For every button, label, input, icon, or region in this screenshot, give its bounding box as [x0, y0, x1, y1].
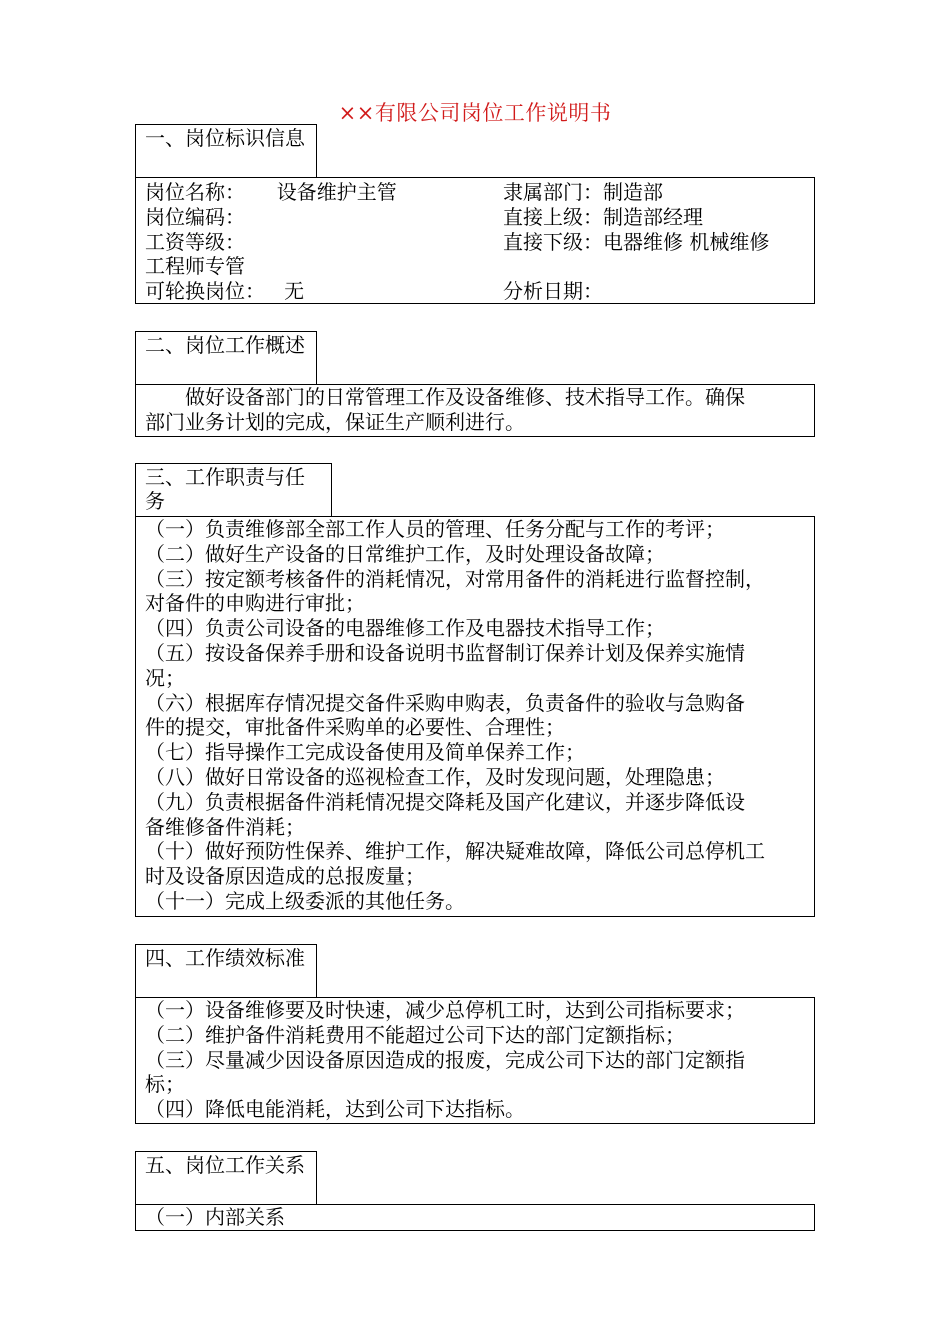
summary-line: 部门业务计划的完成，保证生产顺利进行。: [145, 409, 525, 434]
duty-line: （一）负责维修部全部工作人员的管理、任务分配与工作的考评；: [145, 517, 725, 541]
duty-line: 对备件的申购进行审批；: [145, 591, 365, 616]
summary-line: 做好设备部门的日常管理工作及设备维修、技术指导工作。确保: [185, 385, 745, 409]
analysis-date: 分析日期：: [503, 279, 603, 304]
section-3-body: [135, 516, 815, 917]
rotation-position: 可轮换岗位： 无: [145, 279, 305, 304]
duty-line: 时及设备原因造成的总报废量；: [145, 864, 425, 889]
section-5-heading: [135, 1151, 317, 1205]
info-row: [145, 254, 806, 279]
position-name: 岗位名称： 设备维护主管: [145, 180, 397, 204]
duty-line: （八）做好日常设备的巡视检查工作，及时发现问题，处理隐患；: [145, 764, 725, 789]
section-1-heading: [135, 124, 317, 178]
section-2-heading: [135, 331, 317, 385]
info-row: [145, 180, 806, 205]
info-row: [145, 279, 806, 304]
section-2-body: [135, 384, 815, 437]
performance-line: （四）降低电能消耗，达到公司下达指标。: [145, 1097, 525, 1122]
section-5-body: [135, 1204, 815, 1231]
duty-line: （十一）完成上级委派的其他任务。: [145, 888, 465, 913]
duty-line: 备维修备件消耗；: [145, 814, 305, 839]
performance-line: （三）尽量减少因设备原因造成的报废，完成公司下达的部门定额指: [145, 1047, 745, 1072]
department: 隶属部门：制造部: [503, 180, 663, 204]
duty-line: （二）做好生产设备的日常维护工作，及时处理设备故障；: [145, 541, 665, 566]
relation-line: （一）内部关系: [145, 1205, 285, 1229]
duty-line: （六）根据库存情况提交备件采购申购表，负责备件的验收与急购备: [145, 690, 745, 715]
duty-line: （七）指导操作工完成设备使用及简单保养工作；: [145, 740, 585, 765]
section-4-body: [135, 997, 815, 1124]
duty-line: （五）按设备保养手册和设备说明书监督制订保养计划及保养实施情: [145, 640, 745, 665]
info-row: [145, 205, 806, 230]
engineer-manager: 工程师专管: [145, 254, 245, 279]
performance-line: （二）维护备件消耗费用不能超过公司下达的部门定额指标；: [145, 1022, 685, 1047]
document-title: ××有限公司岗位工作说明书: [338, 101, 612, 125]
position-code: 岗位编码：: [145, 204, 245, 229]
duty-line: 件的提交，审批备件采购单的必要性、合理性；: [145, 715, 565, 740]
direct-superior: 直接上级：制造部经理: [503, 204, 703, 229]
duty-line: （四）负责公司设备的电器维修工作及电器技术指导工作；: [145, 616, 665, 641]
salary-grade: 工资等级：: [145, 229, 245, 254]
duty-line: （三）按定额考核备件的消耗情况，对常用备件的消耗进行监督控制，: [145, 566, 765, 591]
section-5-heading-text: 五、岗位工作关系: [145, 1153, 305, 1177]
performance-line: 标；: [145, 1072, 185, 1097]
direct-subordinate: 直接下级：电器维修 机械维修: [503, 229, 770, 254]
performance-line: （一）设备维修要及时快速，减少总停机工时，达到公司指标要求；: [145, 998, 745, 1022]
section-1-heading-text: 一、岗位标识信息: [145, 126, 305, 150]
section-1-body: [135, 177, 815, 304]
duty-line: （九）负责根据备件消耗情况提交降耗及国产化建议，并逐步降低设: [145, 789, 745, 814]
section-2-heading-text: 二、岗位工作概述: [145, 333, 305, 357]
section-4-heading: [135, 944, 317, 998]
section-4-heading-text: 四、工作绩效标准: [145, 946, 305, 970]
duty-line: 况；: [145, 665, 185, 690]
section-3-heading: [135, 463, 332, 517]
section-3-heading-text: 三、工作职责与任务: [145, 465, 305, 513]
info-row: [145, 230, 806, 255]
duty-line: （十）做好预防性保养、维护工作，解决疑难故障，降低公司总停机工: [145, 839, 765, 864]
